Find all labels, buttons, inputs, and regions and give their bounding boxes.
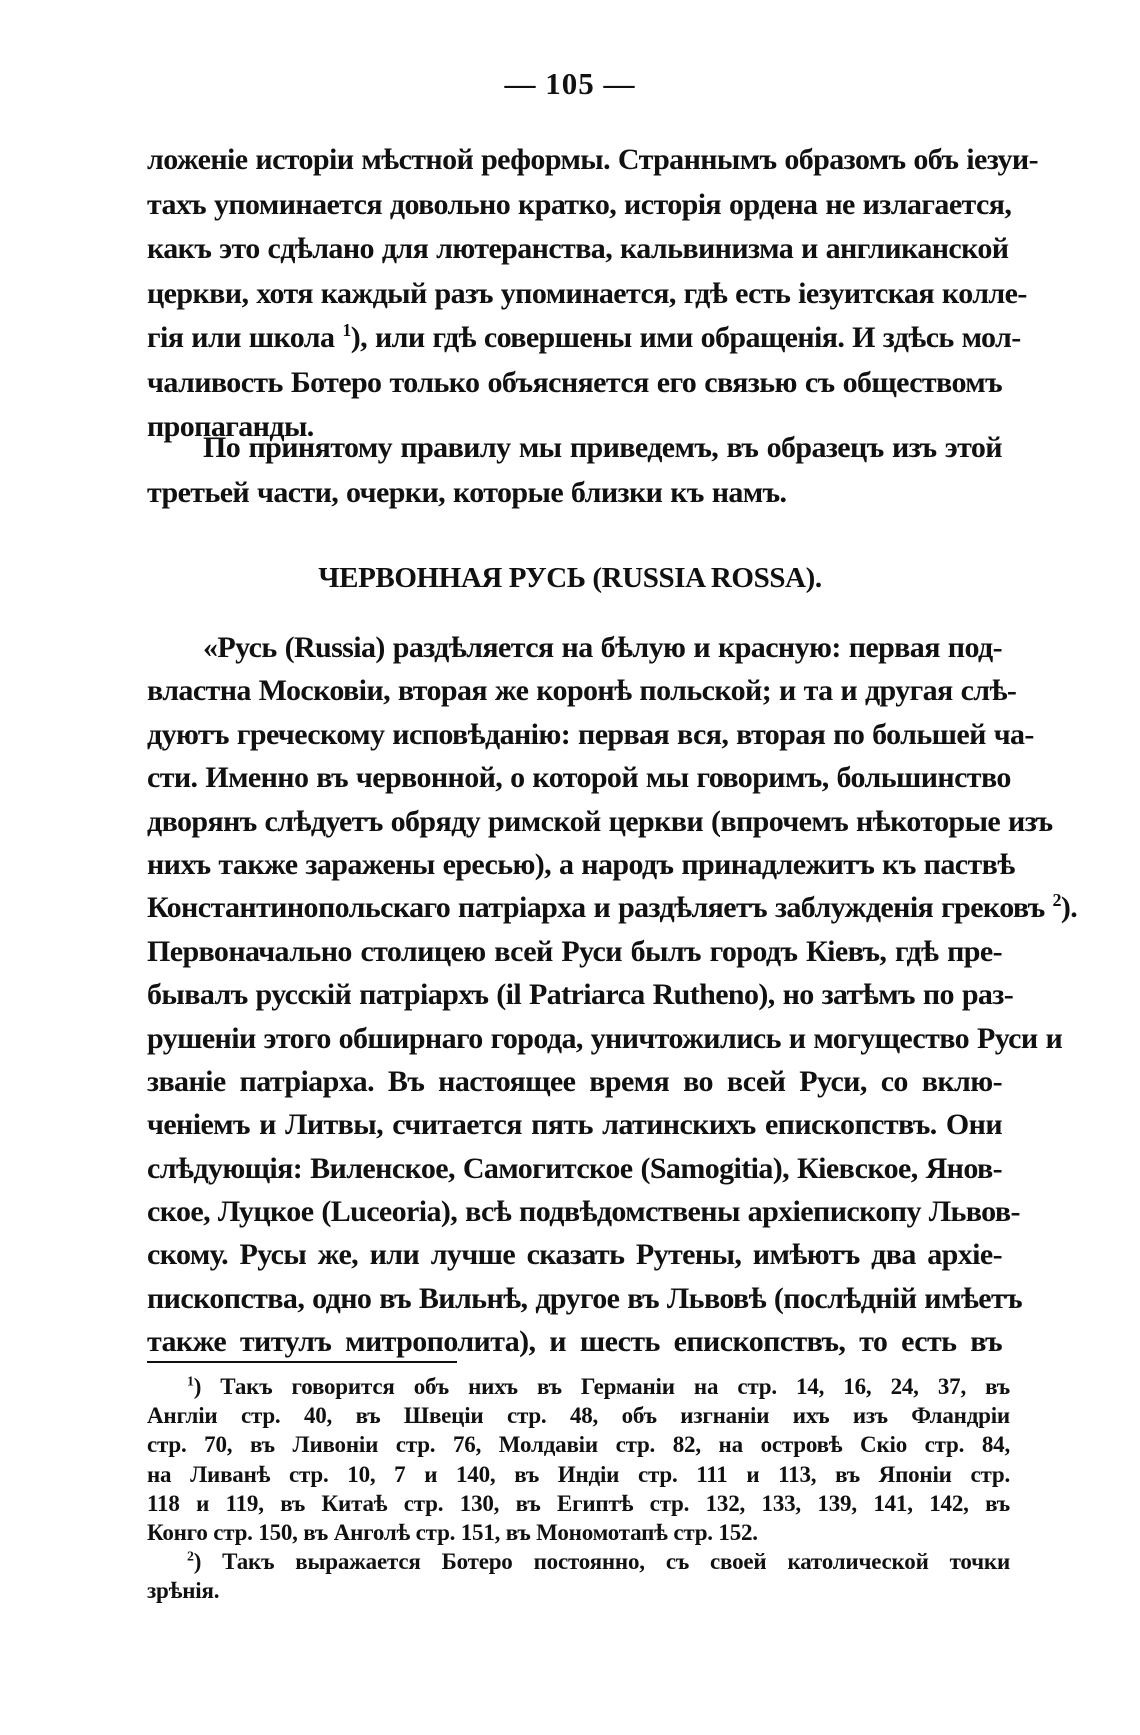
text-line: [147, 886, 1078, 929]
text-line: властна Московіи, вторая же коронѣ польской; и та и другая слѣ-: [147, 674, 1017, 708]
footnote-1-line: Конго стр. 150, въ Анголѣ стр. 151, въ Мономотапѣ стр. 152.: [147, 1519, 758, 1545]
footnote-1-line: Англіи стр. 40, въ Швеціи стр. 48, объ изгнаніи ихъ изъ Фландріи: [147, 1403, 1010, 1429]
footnote-1-line: стр. 70, въ Ливоніи стр. 76, Молдавіи стр. 82, на островѣ Скіо стр. 84,: [147, 1432, 1010, 1458]
text-line: нихъ также заражены ересью), а народъ принадлежитъ къ паствѣ: [147, 847, 1015, 881]
paragraph-3: [147, 626, 1078, 1407]
page-number: — 105 —: [504, 66, 636, 101]
footnote-ref-1: 1: [342, 320, 351, 340]
footnote-marker-1: 1: [187, 1373, 194, 1389]
text-line: дуютъ греческому исповѣданію: первая вся, вторая по большей ча-: [147, 717, 1034, 751]
text-line: бывалъ русскій патріархъ (il Patriarca Rutheno), но затѣмъ по раз-: [147, 978, 1014, 1012]
text-line: дворянъ слѣдуетъ обряду римской церкви (впрочемъ нѣкоторые изъ: [147, 804, 1053, 838]
paragraph-1: [147, 138, 1038, 450]
footnote-marker-2: 2: [187, 1548, 194, 1564]
text-line: [147, 316, 1021, 361]
text-line: тахъ упоминается довольно кратко, исторія ордена не излагается,: [147, 187, 1012, 221]
text-line: званіе патріарха. Въ настоящее время во всей Руси, со вклю-: [147, 1064, 1002, 1098]
text-fragment: ).: [1060, 891, 1078, 925]
footnote-1-line: 118 и 119, въ Китаѣ стр. 130, въ Египтѣ стр. 132, 133, 139, 141, 142, въ: [147, 1490, 1010, 1516]
text-line: Первоначально столицею всей Руси былъ городъ Кіевъ, гдѣ пре-: [147, 934, 1002, 968]
text-fragment: ), или гдѣ совершены ими обращенія. И здѣсь мол-: [350, 321, 1021, 354]
text-line: рушеніи этого обширнаго города, уничтожились и могущество Руси и: [147, 1021, 1063, 1055]
text-line: ское, Луцкое (Luceoria), всѣ подвѣдомствены архіепископу Львов-: [147, 1195, 1020, 1229]
text-line: ложеніе исторіи мѣстной реформы. Страннымъ образомъ объ іезуи-: [147, 143, 1038, 176]
text-line: пропаганды.: [147, 410, 314, 443]
text-line: ченіемъ и Литвы, считается пять латинскихъ епископствъ. Они: [147, 1108, 1002, 1142]
text-fragment: ) Такъ выражается Ботеро постоянно, съ своей католической точки: [193, 1549, 1010, 1575]
text-fragment: гія или школа: [147, 321, 335, 354]
text-line: слѣдующія: Виленское, Самогитское (Samogitia), Кіевское, Янов-: [147, 1151, 1002, 1185]
footnote-2-line: зрѣнія.: [147, 1578, 220, 1604]
text-line: чаливость Ботеро только объясняется его связью съ обществомъ: [147, 365, 1002, 399]
text-line: пископства, одно въ Вильнѣ, другое въ Львовѣ (послѣдній имѣетъ: [147, 1281, 1022, 1315]
footnote-1-line: на Ливанѣ стр. 10, 7 и 140, въ Индіи стр. 111 и 113, въ Японіи стр.: [147, 1461, 1010, 1487]
text-line: сти. Именно въ червонной, о которой мы говоримъ, большинство: [147, 761, 1011, 795]
text-line: «Русь (Russia) раздѣляется на бѣлую и красную: первая под-: [203, 631, 1002, 664]
section-heading: ЧЕРВОННАЯ РУСЬ (RUSSIA ROSSA).: [318, 562, 822, 594]
text-line: какъ это сдѣлано для лютеранства, кальвинизма и англиканской: [147, 232, 1009, 265]
footnotes: [147, 1372, 1010, 1606]
text-line: церкви, хотя каждый разъ упоминается, гдѣ есть іезуитская колле-: [147, 276, 1027, 310]
text-line: третьей части, очерки, которые близки къ намъ.: [147, 475, 787, 509]
footnote-2-line: [147, 1547, 1010, 1576]
text-line: скому. Русы же, или лучше сказать Рутены, имѣютъ два архіе-: [147, 1238, 1002, 1272]
text-line: также титулъ митрополита), и шесть епископствъ, то есть въ: [147, 1325, 1002, 1359]
text-fragment: Константинопольскаго патріарха и раздѣляетъ заблужденія грековъ: [147, 891, 1045, 925]
footnote-divider: [147, 1361, 457, 1363]
footnote-1-line: [147, 1372, 1010, 1401]
text-line: По принятому правилу мы приведемъ, въ образецъ изъ этой: [203, 431, 1002, 464]
paragraph-2: [147, 426, 1002, 515]
text-fragment: ) Такъ говорится объ нихъ въ Германіи на стр. 14, 16, 24, 37, въ: [193, 1374, 1010, 1399]
footnote-ref-2: 2: [1052, 890, 1061, 911]
